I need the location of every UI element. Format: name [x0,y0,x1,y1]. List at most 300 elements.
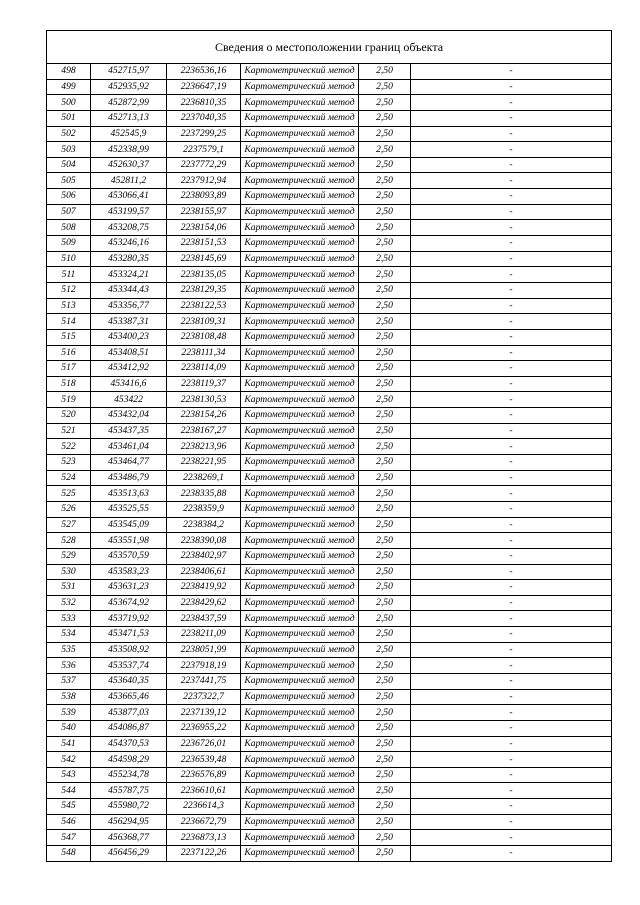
table-row [47,501,612,517]
method-cell: Картометрический метод [241,376,359,392]
description-cell: - [411,110,612,126]
table-row [47,720,612,736]
accuracy-cell: 2,50 [359,110,411,126]
method-cell: Картометрический метод [241,783,359,799]
accuracy-cell: 2,50 [359,251,411,267]
method-cell: Картометрический метод [241,517,359,533]
description-cell: - [411,673,612,689]
coord-y-cell: 2236873,13 [167,830,241,846]
coord-x-cell: 452872,99 [91,95,167,111]
description-cell: - [411,314,612,330]
coord-y-cell: 2237322,7 [167,689,241,705]
point-number-cell: 539 [47,705,91,721]
coord-x-cell: 453422 [91,392,167,408]
coord-y-cell: 2236726,01 [167,736,241,752]
point-number-cell: 530 [47,564,91,580]
point-number-cell: 525 [47,486,91,502]
coord-y-cell: 2236614,3 [167,799,241,815]
coord-y-cell: 2238384,2 [167,517,241,533]
accuracy-cell: 2,50 [359,314,411,330]
coord-y-cell: 2238437,59 [167,611,241,627]
coord-x-cell: 453199,57 [91,204,167,220]
table-row [47,220,612,236]
description-cell: - [411,658,612,674]
accuracy-cell: 2,50 [359,282,411,298]
coord-x-cell: 453066,41 [91,189,167,205]
description-cell: - [411,486,612,502]
description-cell: - [411,627,612,643]
coord-x-cell: 453674,92 [91,595,167,611]
point-number-cell: 518 [47,376,91,392]
accuracy-cell: 2,50 [359,611,411,627]
accuracy-cell: 2,50 [359,799,411,815]
table-row [47,251,612,267]
accuracy-cell: 2,50 [359,126,411,142]
point-number-cell: 513 [47,298,91,314]
accuracy-cell: 2,50 [359,204,411,220]
accuracy-cell: 2,50 [359,173,411,189]
description-cell: - [411,455,612,471]
coord-y-cell: 2238419,92 [167,580,241,596]
point-number-cell: 508 [47,220,91,236]
accuracy-cell: 2,50 [359,79,411,95]
description-cell: - [411,548,612,564]
method-cell: Картометрический метод [241,236,359,252]
coord-y-cell: 2236576,89 [167,767,241,783]
method-cell: Картометрический метод [241,157,359,173]
description-cell: - [411,564,612,580]
description-cell: - [411,236,612,252]
table-row [47,642,612,658]
table-row [47,814,612,830]
description-cell: - [411,361,612,377]
point-number-cell: 541 [47,736,91,752]
coord-x-cell: 453246,16 [91,236,167,252]
table-row [47,345,612,361]
coord-x-cell: 452630,37 [91,157,167,173]
description-cell: - [411,220,612,236]
table-row [47,673,612,689]
table-row [47,157,612,173]
table-row [47,799,612,815]
point-number-cell: 514 [47,314,91,330]
description-cell: - [411,501,612,517]
coord-y-cell: 2238154,26 [167,408,241,424]
description-cell: - [411,376,612,392]
table-row [47,126,612,142]
method-cell: Картометрический метод [241,799,359,815]
accuracy-cell: 2,50 [359,814,411,830]
point-number-cell: 531 [47,580,91,596]
accuracy-cell: 2,50 [359,564,411,580]
coord-y-cell: 2238211,09 [167,627,241,643]
method-cell: Картометрический метод [241,423,359,439]
point-number-cell: 535 [47,642,91,658]
method-cell: Картометрический метод [241,736,359,752]
table-row [47,79,612,95]
coord-y-cell: 2238213,96 [167,439,241,455]
method-cell: Картометрический метод [241,95,359,111]
coord-y-cell: 2238093,89 [167,189,241,205]
description-cell: - [411,189,612,205]
description-cell: - [411,267,612,283]
description-cell: - [411,814,612,830]
description-cell: - [411,517,612,533]
coord-x-cell: 453719,92 [91,611,167,627]
accuracy-cell: 2,50 [359,689,411,705]
point-number-cell: 547 [47,830,91,846]
table-row [47,470,612,486]
method-cell: Картометрический метод [241,408,359,424]
point-number-cell: 522 [47,439,91,455]
method-cell: Картометрический метод [241,658,359,674]
accuracy-cell: 2,50 [359,752,411,768]
description-cell: - [411,533,612,549]
accuracy-cell: 2,50 [359,361,411,377]
coord-y-cell: 2238154,06 [167,220,241,236]
coord-y-cell: 2237918,19 [167,658,241,674]
coord-x-cell: 453665,46 [91,689,167,705]
point-number-cell: 519 [47,392,91,408]
coord-y-cell: 2238129,35 [167,282,241,298]
method-cell: Картометрический метод [241,611,359,627]
coord-y-cell: 2238114,09 [167,361,241,377]
accuracy-cell: 2,50 [359,783,411,799]
accuracy-cell: 2,50 [359,329,411,345]
description-cell: - [411,611,612,627]
coord-x-cell: 454598,29 [91,752,167,768]
table-row [47,329,612,345]
description-cell: - [411,423,612,439]
coord-x-cell: 453408,51 [91,345,167,361]
coord-x-cell: 453471,53 [91,627,167,643]
coord-y-cell: 2238145,69 [167,251,241,267]
description-cell: - [411,689,612,705]
accuracy-cell: 2,50 [359,658,411,674]
table-row [47,173,612,189]
point-number-cell: 526 [47,501,91,517]
method-cell: Картометрический метод [241,846,359,862]
accuracy-cell: 2,50 [359,455,411,471]
description-cell: - [411,204,612,220]
point-number-cell: 517 [47,361,91,377]
point-number-cell: 504 [47,157,91,173]
coord-x-cell: 453570,59 [91,548,167,564]
point-number-cell: 499 [47,79,91,95]
description-cell: - [411,142,612,158]
method-cell: Картометрический метод [241,455,359,471]
coord-y-cell: 2238119,37 [167,376,241,392]
table-row [47,267,612,283]
accuracy-cell: 2,50 [359,486,411,502]
table-row [47,595,612,611]
point-number-cell: 543 [47,767,91,783]
method-cell: Картометрический метод [241,329,359,345]
point-number-cell: 516 [47,345,91,361]
accuracy-cell: 2,50 [359,642,411,658]
point-number-cell: 544 [47,783,91,799]
accuracy-cell: 2,50 [359,408,411,424]
point-number-cell: 515 [47,329,91,345]
coord-x-cell: 453640,35 [91,673,167,689]
coord-y-cell: 2236955,22 [167,720,241,736]
description-cell: - [411,329,612,345]
coord-y-cell: 2238335,88 [167,486,241,502]
point-number-cell: 529 [47,548,91,564]
table-row [47,736,612,752]
method-cell: Картометрический метод [241,392,359,408]
description-cell: - [411,408,612,424]
point-number-cell: 505 [47,173,91,189]
point-number-cell: 533 [47,611,91,627]
method-cell: Картометрический метод [241,142,359,158]
method-cell: Картометрический метод [241,79,359,95]
method-cell: Картометрический метод [241,345,359,361]
description-cell: - [411,79,612,95]
coord-y-cell: 2238051,99 [167,642,241,658]
table-row [47,142,612,158]
method-cell: Картометрический метод [241,705,359,721]
point-number-cell: 542 [47,752,91,768]
accuracy-cell: 2,50 [359,673,411,689]
accuracy-cell: 2,50 [359,517,411,533]
coord-x-cell: 453208,75 [91,220,167,236]
accuracy-cell: 2,50 [359,830,411,846]
table-row [47,580,612,596]
coord-x-cell: 453280,35 [91,251,167,267]
point-number-cell: 536 [47,658,91,674]
point-number-cell: 510 [47,251,91,267]
point-number-cell: 540 [47,720,91,736]
coord-x-cell: 453461,04 [91,439,167,455]
method-cell: Картометрический метод [241,267,359,283]
coord-x-cell: 454370,53 [91,736,167,752]
coord-x-cell: 453537,74 [91,658,167,674]
accuracy-cell: 2,50 [359,64,411,80]
boundary-coordinates-table [46,30,612,862]
accuracy-cell: 2,50 [359,95,411,111]
coord-y-cell: 2238402,97 [167,548,241,564]
table-row [47,705,612,721]
coord-x-cell: 456368,77 [91,830,167,846]
method-cell: Картометрический метод [241,501,359,517]
table-row [47,548,612,564]
coord-y-cell: 2237139,12 [167,705,241,721]
coord-x-cell: 452935,92 [91,79,167,95]
table-row [47,455,612,471]
method-cell: Картометрический метод [241,204,359,220]
method-cell: Картометрический метод [241,64,359,80]
coord-x-cell: 453631,23 [91,580,167,596]
table-row [47,314,612,330]
point-number-cell: 507 [47,204,91,220]
coord-x-cell: 456294,95 [91,814,167,830]
table-row [47,361,612,377]
coord-y-cell: 2237299,25 [167,126,241,142]
method-cell: Картометрический метод [241,251,359,267]
accuracy-cell: 2,50 [359,767,411,783]
table-row [47,564,612,580]
point-number-cell: 506 [47,189,91,205]
coord-x-cell: 452713,13 [91,110,167,126]
table-row [47,830,612,846]
description-cell: - [411,799,612,815]
table-row [47,408,612,424]
accuracy-cell: 2,50 [359,392,411,408]
coord-y-cell: 2238108,48 [167,329,241,345]
point-number-cell: 521 [47,423,91,439]
description-cell: - [411,282,612,298]
description-cell: - [411,736,612,752]
accuracy-cell: 2,50 [359,345,411,361]
description-cell: - [411,783,612,799]
coord-y-cell: 2238109,31 [167,314,241,330]
accuracy-cell: 2,50 [359,627,411,643]
accuracy-cell: 2,50 [359,533,411,549]
point-number-cell: 532 [47,595,91,611]
table-row [47,846,612,862]
table-row [47,627,612,643]
coord-y-cell: 2237772,29 [167,157,241,173]
point-number-cell: 509 [47,236,91,252]
coord-y-cell: 2238130,53 [167,392,241,408]
coord-x-cell: 453400,23 [91,329,167,345]
method-cell: Картометрический метод [241,580,359,596]
table-row [47,189,612,205]
point-number-cell: 520 [47,408,91,424]
point-number-cell: 527 [47,517,91,533]
coord-x-cell: 452811,2 [91,173,167,189]
method-cell: Картометрический метод [241,110,359,126]
coord-y-cell: 2236539,48 [167,752,241,768]
method-cell: Картометрический метод [241,314,359,330]
method-cell: Картометрический метод [241,361,359,377]
coord-y-cell: 2237579,1 [167,142,241,158]
method-cell: Картометрический метод [241,627,359,643]
table-row [47,236,612,252]
coord-y-cell: 2238221,95 [167,455,241,471]
method-cell: Картометрический метод [241,830,359,846]
coord-y-cell: 2237912,94 [167,173,241,189]
table-row [47,282,612,298]
coord-y-cell: 2236810,35 [167,95,241,111]
description-cell: - [411,64,612,80]
coord-y-cell: 2238167,27 [167,423,241,439]
accuracy-cell: 2,50 [359,595,411,611]
accuracy-cell: 2,50 [359,501,411,517]
description-cell: - [411,157,612,173]
coord-x-cell: 453508,92 [91,642,167,658]
accuracy-cell: 2,50 [359,470,411,486]
method-cell: Картометрический метод [241,533,359,549]
coord-x-cell: 452545,9 [91,126,167,142]
method-cell: Картометрический метод [241,548,359,564]
description-cell: - [411,298,612,314]
table-row [47,298,612,314]
method-cell: Картометрический метод [241,298,359,314]
description-cell: - [411,173,612,189]
method-cell: Картометрический метод [241,282,359,298]
coord-x-cell: 453437,35 [91,423,167,439]
point-number-cell: 498 [47,64,91,80]
description-cell: - [411,439,612,455]
method-cell: Картометрический метод [241,220,359,236]
coord-x-cell: 453877,03 [91,705,167,721]
coord-y-cell: 2238151,53 [167,236,241,252]
description-cell: - [411,720,612,736]
coord-x-cell: 453344,43 [91,282,167,298]
description-cell: - [411,642,612,658]
coord-x-cell: 455234,78 [91,767,167,783]
table-row [47,767,612,783]
accuracy-cell: 2,50 [359,580,411,596]
point-number-cell: 523 [47,455,91,471]
point-number-cell: 512 [47,282,91,298]
accuracy-cell: 2,50 [359,189,411,205]
method-cell: Картометрический метод [241,689,359,705]
coord-y-cell: 2238390,08 [167,533,241,549]
method-cell: Картометрический метод [241,486,359,502]
coord-y-cell: 2238155,97 [167,204,241,220]
coord-y-cell: 2238429,62 [167,595,241,611]
method-cell: Картометрический метод [241,767,359,783]
coord-x-cell: 452338,99 [91,142,167,158]
coord-x-cell: 453513,63 [91,486,167,502]
method-cell: Картометрический метод [241,673,359,689]
coord-x-cell: 453551,98 [91,533,167,549]
coord-x-cell: 453583,23 [91,564,167,580]
description-cell: - [411,392,612,408]
description-cell: - [411,595,612,611]
method-cell: Картометрический метод [241,595,359,611]
description-cell: - [411,95,612,111]
table-row [47,439,612,455]
point-number-cell: 502 [47,126,91,142]
accuracy-cell: 2,50 [359,267,411,283]
accuracy-cell: 2,50 [359,846,411,862]
accuracy-cell: 2,50 [359,720,411,736]
description-cell: - [411,830,612,846]
accuracy-cell: 2,50 [359,157,411,173]
point-number-cell: 548 [47,846,91,862]
coord-x-cell: 453486,79 [91,470,167,486]
table-row [47,110,612,126]
accuracy-cell: 2,50 [359,236,411,252]
coord-x-cell: 456456,29 [91,846,167,862]
coord-y-cell: 2238135,05 [167,267,241,283]
coord-y-cell: 2236672,79 [167,814,241,830]
method-cell: Картометрический метод [241,720,359,736]
description-cell: - [411,846,612,862]
description-cell: - [411,345,612,361]
description-cell: - [411,470,612,486]
coord-y-cell: 2236647,19 [167,79,241,95]
table-row [47,752,612,768]
method-cell: Картометрический метод [241,814,359,830]
accuracy-cell: 2,50 [359,439,411,455]
method-cell: Картометрический метод [241,439,359,455]
method-cell: Картометрический метод [241,642,359,658]
description-cell: - [411,767,612,783]
point-number-cell: 534 [47,627,91,643]
coord-y-cell: 2236536,16 [167,64,241,80]
coord-x-cell: 453324,21 [91,267,167,283]
point-number-cell: 528 [47,533,91,549]
description-cell: - [411,251,612,267]
method-cell: Картометрический метод [241,173,359,189]
accuracy-cell: 2,50 [359,736,411,752]
coord-y-cell: 2236610,61 [167,783,241,799]
